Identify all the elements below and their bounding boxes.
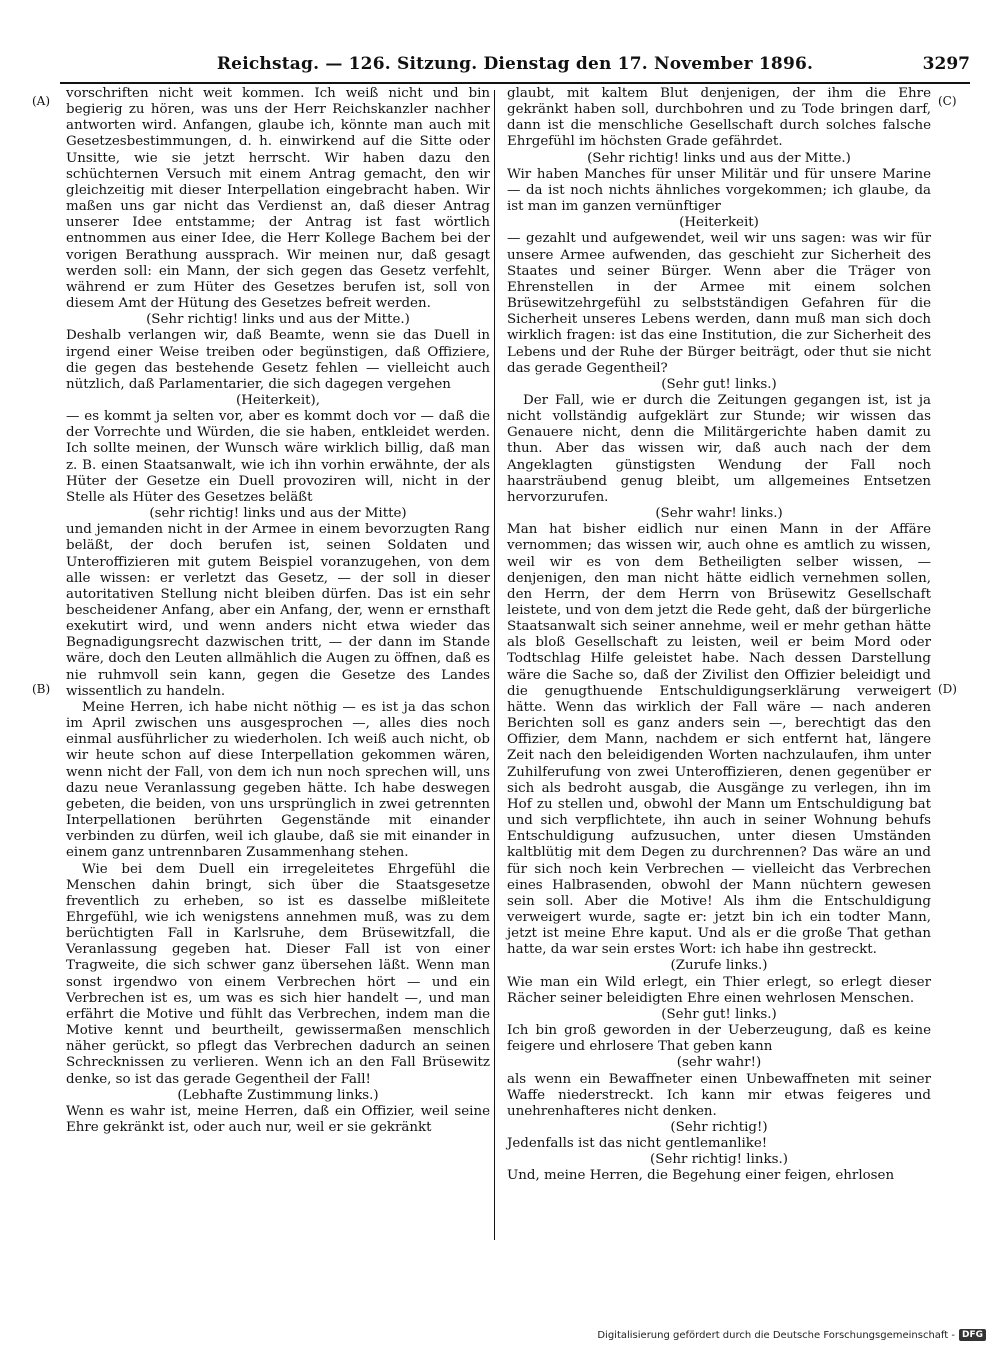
margin-marker-d: (D): [938, 682, 957, 696]
right-column: [507, 86, 931, 1185]
interjection: (sehr wahr!): [676, 1055, 762, 1071]
paragraph: Wir haben Manches für unser Militär und für unsere Marine — da ist noch nichts ähnliches vorgekommen; ich glaube, da ist man im ganzen vernünftiger: [507, 166, 931, 215]
interjection: (Sehr gut! links.): [661, 1006, 777, 1022]
paragraph: Ich bin groß geworden in der Ueberzeugung, daß es keine feigere und ehrlosere That geben kann: [507, 1023, 931, 1055]
margin-marker-b: (B): [32, 682, 51, 696]
paragraph: Wenn es wahr ist, meine Herren, daß ein Offizier, weil seine Ehre gekränkt ist, oder auch nur, weil er sie gekränkt: [66, 1103, 490, 1135]
interjection: (Sehr gut! links.): [661, 376, 777, 392]
interjection: (Heiterkeit): [679, 215, 759, 231]
interjection: (Lebhafte Zustimmung links.): [177, 1087, 379, 1103]
paragraph: — gezahlt und aufgewendet, weil wir uns sagen: was wir für unsere Armee aufwenden, das geschieht zur Sicherheit des Staates und seiner Bürger. Wenn aber die Träger von Ehrenstellen in der Armee mit einem solchen Brüsewitzehrgefühl zu selbstständigen Gefahren für die Sicherheit unseres Lebens werden, dann muß man sich doch wirklich fragen: ist das eine Institution, die zur Sicherheit des Lebens und der Ruhe der Bürger beiträgt, oder thut sie nicht das gerade Gegentheil?: [507, 231, 931, 376]
left-column: [66, 86, 490, 1136]
margin-marker-c: (C): [938, 94, 957, 108]
paragraph: und jemanden nicht in der Armee in einem bevorzugten Rang beläßt, der doch berufen ist, seinen Soldaten und Unteroffizieren mit gutem Beispiel voranzugehen, von dem alle wissen: er verletzt das Gesetz, — der soll in dieser autoritativen Stellung nicht bleiben dürfen. Das ist ein sehr bescheidener Anfang, aber ein Anfang, der, wenn er ernsthaft exekutirt wird, und wenn anders nicht etwa wieder das Begnadigungsrecht dazwischen tritt, — der dann im Stande wäre, doch den Leuten allmählich die Augen zu öffnen, daß es nie ruhmvoll sein kann, gegen die Gesetze des Landes wissentlich zu handeln.: [66, 522, 490, 699]
paragraph: als wenn ein Bewaffneter einen Unbewaffneten mit seiner Waffe niederstreckt. Ich kann mir etwas feigeres und unehrenhafteres nicht denken.: [507, 1071, 931, 1119]
paragraph: Man hat bisher eidlich nur einen Mann in der Affäre vernommen; das wissen wir, auch ohne es amtlich zu wissen, weil wir es von dem Betheiligten selber wissen, — denjenigen, den man nicht hätte eidlich vernehmen sollen, den Herrn, der dem Herrn von Brüsewitz Gesellschaft leistete, und von dem jetzt die Rede geht, daß der bürgerliche Staatsanwalt sich seiner annehme, weil er mehr gethan hätte als bloß Gesellschaft zu leisten, weil er beim Mord oder Todtschlag Hilfe geleistet habe. Nach dessen Darstellung wäre die Sache so, daß der Zivilist den Offizier beleidigt und die genugthuende Entschuldigungserklärung verweigert hätte. Wenn das wirklich der Fall wäre — nach anderen Berichten soll es ganz anders sein —, berechtigt das den Offizier, dem Mann, nachdem er sich entfernt hat, längere Zeit nach den beleidigenden Worten nachzulaufen, ihm unter Zuhilferufung von zwei Unteroffizieren, denen gegenüber er sich als bedroht ausgab, die Ausgänge zu verlegen, ihn im Hof zu stellen und, obwohl der Mann um Entschuldigung bat und sich verpflichtete, ihn auch in seiner Wohnung behufs Entschuldigung aufzusuchen, unter diesen Umständen kaltblütig mit dem Degen zu durchrennen? Das wäre an und für sich noch kein Verbrechen — vielleicht das Verbrechen eines Halbrasenden, obwohl der Mann nüchtern gewesen sein soll. Aber die Motive! Als ihm die Entschuldigung verweigert wurde, sagte er: jetzt bin ich ein todter Mann, jetzt ist meine Ehre kaput. Und als er die große That gethan hatte, da war sein erstes Wort: ich habe ihn gestreckt.: [507, 522, 931, 958]
column-divider: [494, 90, 495, 1240]
interjection: (sehr richtig! links und aus der Mitte): [149, 506, 407, 522]
interjection: (Sehr richtig! links und aus der Mitte.): [587, 150, 851, 166]
paragraph: Und, meine Herren, die Begehung einer feigen, ehrlosen: [507, 1168, 895, 1184]
page-header: [60, 54, 970, 80]
paragraph: Wie bei dem Duell ein irregeleitetes Ehrgefühl die Menschen dahin bringt, sich über die Staatsgesetze freventlich zu erheben, so ist es dasselbe mißleitete Ehrgefühl, wie ich wenigstens annehmen muß, was zu dem berüchtigten Fall in Karlsruhe, dem Brüsewitzfall, die Veranlassung gegeben hat. Dieser Fall ist von einer Tragweite, die sich schwer ganz übersehen läßt. Wenn man sonst irgendwo von einem Verbrechen hört — und ein Verbrechen ist es, um was es sich hier handelt —, und man erfährt die Motive und fühlt das Verbrechen, indem man die Motive kennt und beurtheilt, gewissermaßen menschlich näher gerückt, so pflegt das Verbrechen dadurch an seinen Schrecknissen zu verlieren. Wenn ich an den Fall Brüsewitz denke, so ist das gerade Gegentheil der Fall!: [66, 861, 490, 1087]
dfg-logo: DFG: [959, 1329, 986, 1341]
paragraph: — es kommt ja selten vor, aber es kommt doch vor — daß die der Vorrechte und Würden, die sie haben, entkleidet werden. Ich sollte meinen, der Wunsch wäre wirklich billig, daß man z. B. einen Staatsanwalt, wie ich ihn vorhin erwähnte, der als Hüter der Gesetze ein Duell provoziren will, nicht in der Stelle als Hüter des Gesetzes beläßt: [66, 409, 490, 505]
paragraph: Jedenfalls ist das nicht gentlemanlike!: [507, 1136, 768, 1152]
interjection: (Sehr wahr! links.): [655, 506, 783, 522]
paragraph: vorschriften nicht weit kommen. Ich weiß nicht und bin begierig zu hören, was uns der Herr Reichskanzler nachher antworten wird. Anfangen, glaube ich, könnte man auch mit Gesetzesbestimmungen, d. h. einwirkend auf die Sitte oder Unsitte, wie sie jetzt herrscht. Wir haben dazu den schüchternen Versuch mit einem Antrag gemacht, den wir gleichzeitig mit dieser Interpellation eingebracht haben. Wir maßen uns gar nicht das Verdienst an, daß dieser Antrag unserer Idee entstamme; der Antrag ist fast wörtlich entnommen aus einer Idee, die Herr Kollege Bachem bei der vorigen Berathung aussprach. Wir meinen nur, daß gesagt werden soll: ein Mann, der sich gegen das Gesetz verfehlt, während er zum Hüter des Gesetzes berufen ist, soll von diesem Amt der Hütung des Gesetzes befreit werden.: [66, 86, 490, 312]
paragraph: Deshalb verlangen wir, daß Beamte, wenn sie das Duell in irgend einer Weise treiben oder begünstigen, daß Offiziere, die gegen das bestehende Gesetz fehlen — vielleicht auch nützlich, daß Parlamentarier, die sich dagegen vergehen: [66, 328, 490, 392]
header-rule: [60, 82, 970, 84]
paragraph: Der Fall, wie er durch die Zeitungen gegangen ist, ist ja nicht vollständig aufgeklärt zur Stunde; wir wissen das Genauere nicht, denn die Militärgerichte haben damit zu thun. Aber das wissen wir, daß auch nach der dem Angeklagten günstigsten Wendung der Fall noch haarsträubend genug bleibt, um allgemeines Entsetzen hervorzurufen.: [507, 392, 931, 505]
interjection: (Heiterkeit),: [236, 392, 320, 408]
footer-text: Digitalisierung gefördert durch die Deutsche Forschungsgemeinschaft -: [597, 1329, 955, 1341]
page-number: 3297: [922, 54, 970, 74]
header-title: Reichstag. — 126. Sitzung. Dienstag den 17. November 1896.: [216, 54, 814, 74]
paragraph: glaubt, mit kaltem Blut denjenigen, der ihm die Ehre gekränkt haben soll, durchbohren und zu Tode bringen darf, dann ist die menschliche Gesellschaft durch solches falsche Ehrgefühl im höchsten Grade gefährdet.: [507, 86, 931, 150]
interjection: (Sehr richtig! links.): [650, 1152, 788, 1168]
paragraph: Wie man ein Wild erlegt, ein Thier erlegt, so erlegt dieser Rächer seiner beleidigten Ehre einen wehrlosen Menschen.: [507, 974, 931, 1006]
interjection: (Sehr richtig!): [670, 1120, 768, 1135]
interjection: (Sehr richtig! links und aus der Mitte.): [146, 312, 410, 328]
interjection: (Zurufe links.): [670, 958, 768, 974]
margin-marker-a: (A): [32, 94, 51, 108]
page-footer: [597, 1329, 986, 1341]
paragraph: Meine Herren, ich habe nicht nöthig — es ist ja das schon im April zwischen uns ausgesprochen —, alles dies noch einmal ausführlicher zu wiederholen. Ich weiß auch nicht, ob wir heute schon auf diese Interpellation gekommen wären, wenn nicht der Fall, von dem ich nun noch sprechen will, uns dazu neue Veranlassung gegeben hätte. Ich habe deswegen gebeten, die beiden, von uns ursprünglich in zwei getrennten Interpellationen berührten Gegenstände mit einander verbinden zu dürfen, weil ich glaube, daß sie mit einander in einem ganz untrennbaren Zusammenhang stehen.: [66, 699, 490, 861]
